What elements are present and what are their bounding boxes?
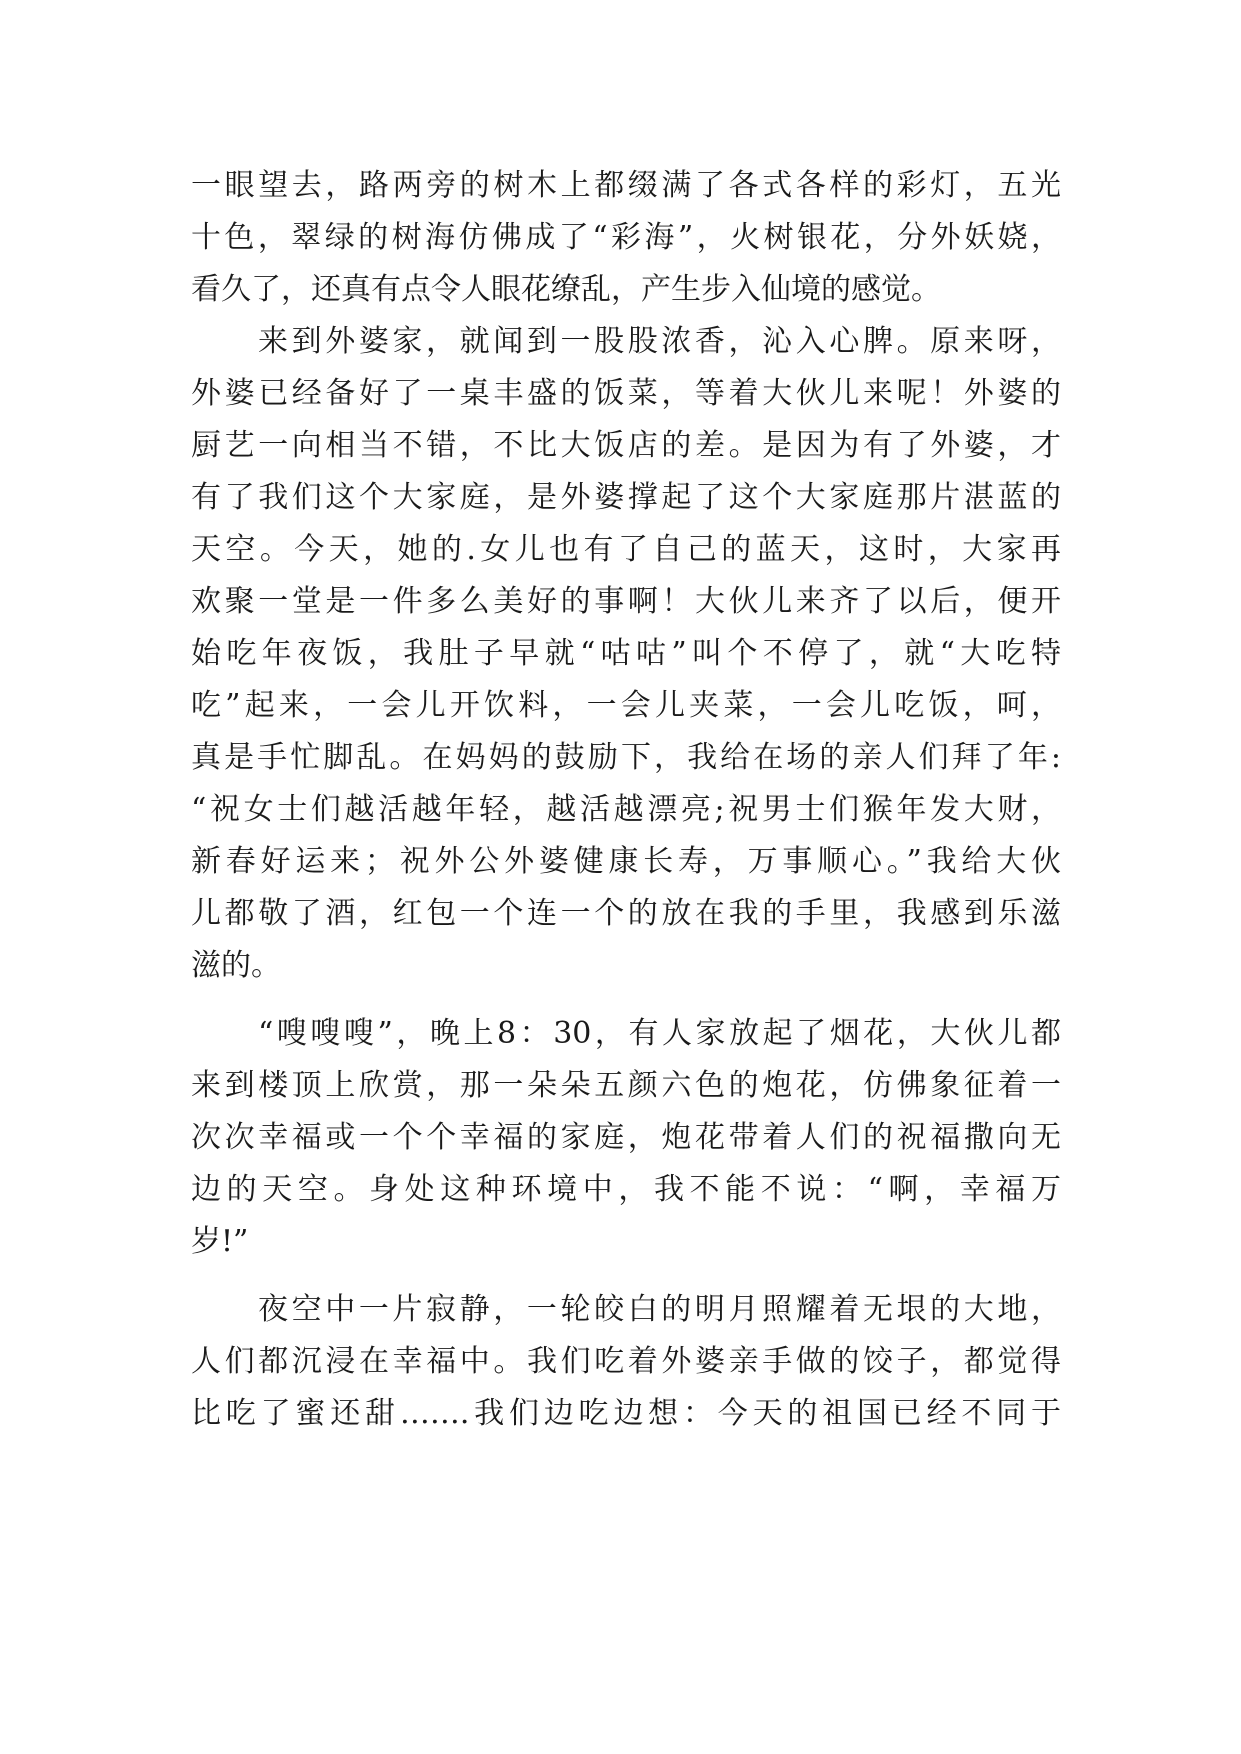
text-line: 始吃年夜饭，我肚子早就“咕咕”叫个不停了，就“大吃特 — [191, 636, 1061, 671]
text-line: 有了我们这个大家庭，是外婆撑起了这个大家庭那片湛蓝的 — [191, 480, 1061, 515]
body-text — [191, 160, 1061, 1440]
text-line: 岁!” — [191, 1224, 249, 1259]
text-line: 外婆已经备好了一桌丰盛的饭菜，等着大伙儿来呢！外婆的 — [191, 376, 1061, 411]
text-line: 天空。今天，她的.女儿也有了自己的蓝天，这时，大家再 — [191, 532, 1061, 567]
text-line: 边的天空。身处这种环境中，我不能不说：“啊，幸福万 — [191, 1172, 1061, 1207]
text-line: 厨艺一向相当不错，不比大饭店的差。是因为有了外婆，才 — [191, 428, 1061, 463]
text-line: 比吃了蜜还甜…….我们边吃边想：今天的祖国已经不同于 — [191, 1396, 1061, 1431]
text-line: 滋的。 — [191, 948, 281, 983]
text-line: 来到楼顶上欣赏，那一朵朵五颜六色的炮花，仿佛象征着一 — [191, 1068, 1061, 1103]
text-line: 吃”起来，一会儿开饮料，一会儿夹菜，一会儿吃饭，呵， — [191, 688, 1061, 723]
text-line: 来到外婆家，就闻到一股股浓香，沁入心脾。原来呀， — [258, 324, 1061, 359]
text-line: 一眼望去，路两旁的树木上都缀满了各式各样的彩灯，五光 — [191, 168, 1061, 203]
text-line: 十色，翠绿的树海仿佛成了“彩海”，火树银花，分外妖娆， — [191, 220, 1061, 255]
text-line: 真是手忙脚乱。在妈妈的鼓励下，我给在场的亲人们拜了年: — [191, 740, 1061, 775]
paragraph-1 — [191, 160, 1061, 316]
paragraph-3 — [191, 1008, 1061, 1268]
text-line: 看久了，还真有点令人眼花缭乱，产生步入仙境的感觉。 — [191, 272, 941, 307]
text-line: 次次幸福或一个个幸福的家庭，炮花带着人们的祝福撒向无 — [191, 1120, 1061, 1155]
text-line: “祝女士们越活越年轻，越活越漂亮;祝男士们猴年发大财， — [191, 792, 1061, 827]
paragraph-gap — [191, 992, 1061, 1008]
text-line: 夜空中一片寂静，一轮皎白的明月照耀着无垠的大地， — [258, 1292, 1061, 1327]
text-line: “嗖嗖嗖”，晚上8：30，有人家放起了烟花，大伙儿都 — [258, 1016, 1061, 1051]
text-line: 人们都沉浸在幸福中。我们吃着外婆亲手做的饺子，都觉得 — [191, 1344, 1061, 1379]
text-line: 新春好运来；祝外公外婆健康长寿，万事顺心。”我给大伙 — [191, 844, 1061, 879]
paragraph-gap — [191, 1268, 1061, 1284]
paragraph-2 — [191, 316, 1061, 992]
text-line: 欢聚一堂是一件多么美好的事啊！大伙儿来齐了以后，便开 — [191, 584, 1061, 619]
paragraph-4 — [191, 1284, 1061, 1440]
text-line: 儿都敬了酒，红包一个连一个的放在我的手里，我感到乐滋 — [191, 896, 1061, 931]
